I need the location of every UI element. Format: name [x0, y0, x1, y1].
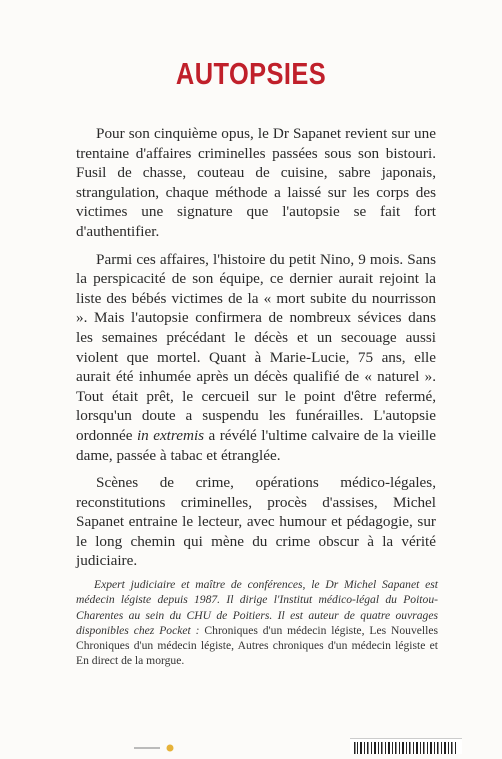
blurb-paragraph-cases — [76, 250, 436, 466]
blurb-paragraph-closing: Scènes de crime, opérations médico-légales, reconstitutions criminelles, procès d'assises, Michel Sapanet entraine le lecteur, avec humour et pédagogie, sur le long chemin qui mène du crime obscur à la vérité judiciaire. — [76, 474, 436, 570]
blurb — [76, 124, 436, 579]
cases-text-end: a révélé l'ultime calvaire de la vieille dame, passée à tabac et étranglée. — [76, 426, 437, 464]
author-bio-italic: Expert judiciaire et maître de conférences, le Dr Michel Sapanet est médecin légiste depuis 1987. Il dirige l'Institut médico-légal du Poitou-Charentes au sein du CHU de Poitiers. Il est auteur de quatre ouvrages disponibles chez Pocket : — [76, 578, 438, 637]
author-bio-titles: Chroniques d'un médecin légiste, Les Nouvelles Chroniques d'un médecin légiste, Autres chroniques d'un médecin légiste et En direct de la morgue. — [76, 623, 439, 668]
cases-text-italic: in extremis — [136, 426, 205, 444]
cases-text-start: Parmi ces affaires, l'histoire du petit Nino, 9 mois. Sans la perspicacité de son équipe, ce dernier aurait rejoint la liste des bébés victimes de la « mort subite du nourrisson ». Mais l'autopsie confirmera de nombreux sévices dans les semaines précédant le décès et un secouage aussi violent que mortel. Quant à Marie-Lucie, 75 ans, elle aurait été inhumée après un décès qualifié de « naturel ». Tout était prêt, le cercueil sur le point d'être refermé, lorsqu'un doute a suspendu les funérailles. L'autopsie ordonnée — [76, 250, 436, 444]
blurb-paragraph-intro: Pour son cinquième opus, le Dr Sapanet revient sur une trentaine d'affaires criminelles passées sous son bistouri. Fusil de chasse, couteau de cuisine, sabre japonais, strangulation, chaque méthode a laissé sur les corps des victimes une signature que l'autopsie se fait fort d'authentifier. — [76, 125, 436, 240]
barcode-icon — [350, 738, 462, 754]
book-title: AUTOPSIES — [175, 56, 327, 91]
author-bio — [76, 577, 438, 669]
publisher-logo-icon — [134, 744, 180, 753]
